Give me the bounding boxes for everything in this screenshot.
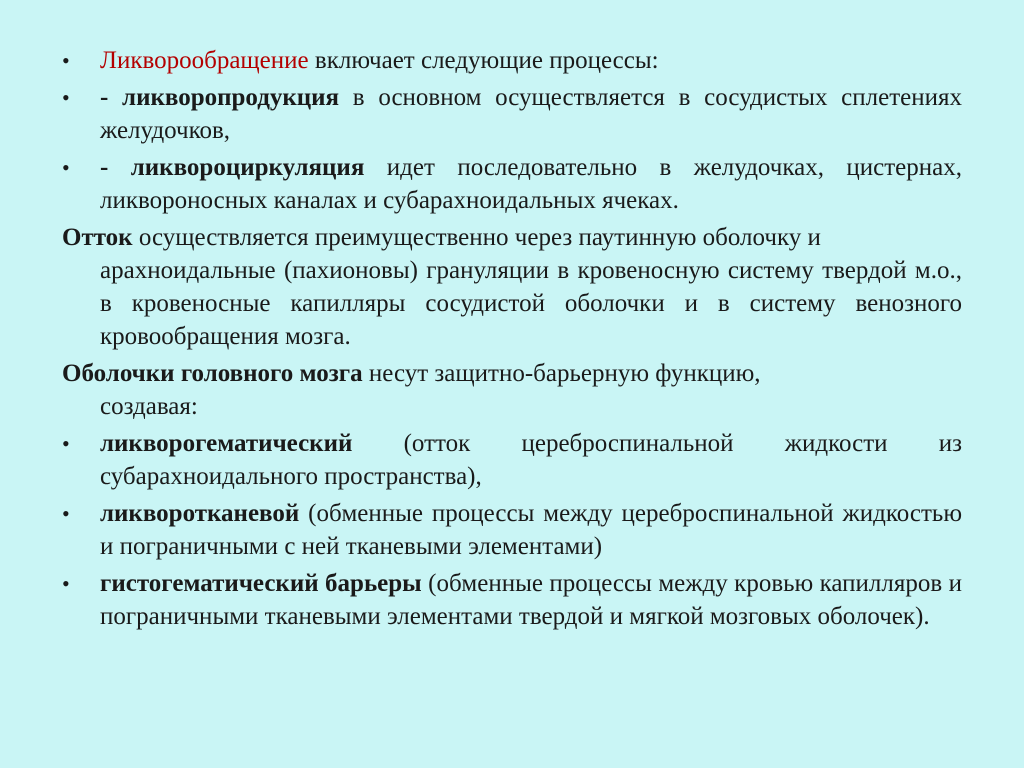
term-bold: Отток xyxy=(62,224,133,251)
bullet-text xyxy=(100,497,962,563)
bullet-icon: • xyxy=(62,85,70,110)
bullet-text xyxy=(100,567,962,633)
bullet-rest: (обменные процессы между цереброспинальной жидкостью и пограничными с ней тканевыми элементами) xyxy=(100,500,962,560)
para-rest-first: несут защитно-барьерную функцию, xyxy=(362,360,761,387)
paragraph-meninges xyxy=(62,357,962,423)
term-bold: - ликворопродукция xyxy=(100,84,340,111)
bullet-icon: • xyxy=(62,155,70,180)
bullet-rest: идет последовательно в желудочках, цистернах, ликвороносных каналах и субарахноидальных ячеках. xyxy=(100,154,962,214)
bullet-icon: • xyxy=(62,501,70,526)
term-bold: Оболочки головного мозга xyxy=(62,360,363,387)
para-rest-continued: создавая: xyxy=(100,393,198,420)
bullet-text xyxy=(100,44,962,77)
para-rest-first: осуществляется преимущественно через паутинную оболочку и xyxy=(132,224,821,251)
para-rest-continued: арахноидальные (пахионовы) грануляции в кровеносную систему твердой м.о., в кровеносные капилляры сосудистой оболочки и в систему венозного кровообращения мозга. xyxy=(100,257,962,350)
bullet-item-histo-hematic xyxy=(62,567,962,633)
bullet-rest: (отток цереброспинальной жидкости из субарахноидального пространства), xyxy=(100,430,962,490)
bullet-icon: • xyxy=(62,48,70,73)
bullet-text xyxy=(100,81,962,147)
bullet-text xyxy=(100,427,962,493)
bullet-item-production xyxy=(62,81,962,147)
paragraph-outflow xyxy=(62,221,962,353)
bullet-item-circulation xyxy=(62,44,962,77)
bullet-text xyxy=(100,151,962,217)
term-bold: гистогематический барьеры xyxy=(100,570,422,597)
term-red: Ликворообращение xyxy=(100,47,309,74)
bullet-icon: • xyxy=(62,571,70,596)
slide-content xyxy=(62,44,962,637)
bullet-icon: • xyxy=(62,431,70,456)
term-bold: ликворотканевой xyxy=(100,500,300,527)
bullet-rest: (обменные процессы между кровью капилляров и пограничными тканевыми элементами твердой и мягкой мозговых оболочек). xyxy=(100,570,962,630)
bullet-rest: в основном осуществляется в сосудистых сплетениях желудочков, xyxy=(100,84,963,144)
bullet-item-liquor-hematic xyxy=(62,427,962,493)
term-bold: ликворогематический xyxy=(100,430,353,457)
bullet-rest: включает следующие процессы: xyxy=(308,47,659,74)
bullet-item-circulation-path xyxy=(62,151,962,217)
bullet-item-liquor-tissue xyxy=(62,497,962,563)
term-bold: - ликвороциркуляция xyxy=(100,154,365,181)
